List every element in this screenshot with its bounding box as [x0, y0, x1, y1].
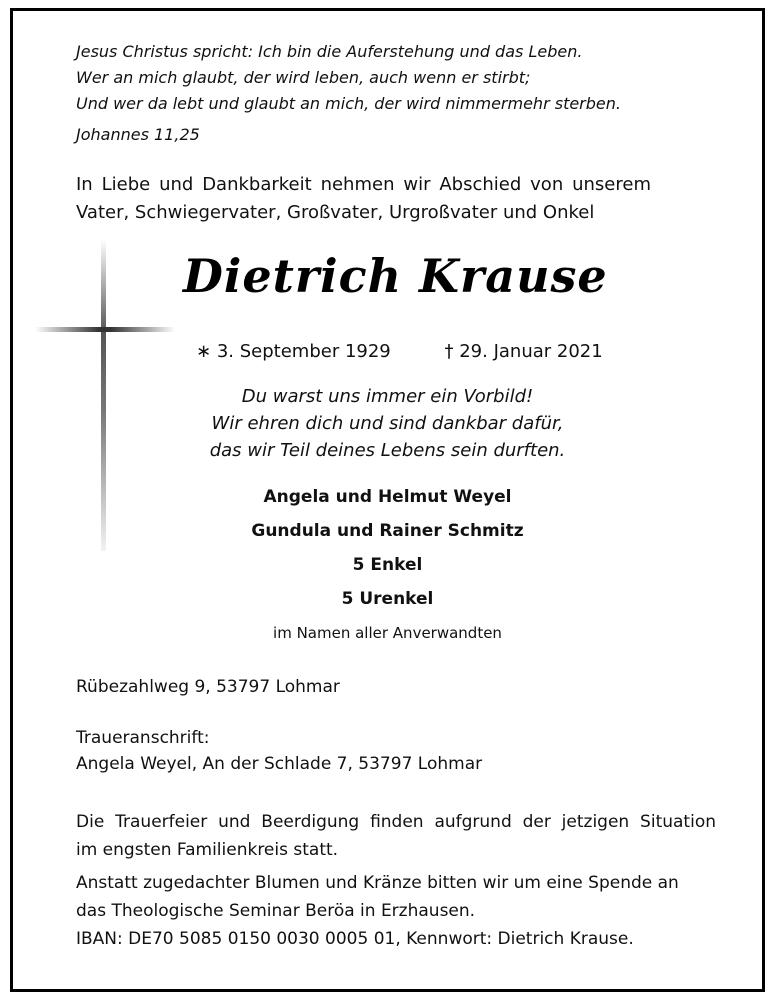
- mourner: 5 Enkel: [352, 555, 423, 575]
- obituary-card: [10, 8, 765, 992]
- donation-line: Anstatt zugedachter Blumen und Kränze bitten wir um eine Spende an: [76, 873, 679, 893]
- mourners-list: [13, 485, 762, 655]
- funeral-note-line: Die Trauerfeier und Beerdigung finden aufgrund der jetzigen Situation: [76, 812, 716, 832]
- verse-line: Jesus Christus spricht: Ich bin die Auferstehung und das Leben.: [76, 42, 583, 61]
- death-date: 29. Januar 2021: [459, 341, 603, 362]
- funeral-note: [76, 808, 716, 864]
- bible-verse: [76, 39, 621, 117]
- life-dates: [196, 341, 603, 362]
- intro-text: [76, 171, 651, 227]
- death-symbol: †: [444, 341, 454, 362]
- mourning-address: [76, 725, 482, 777]
- donation-request: [76, 869, 679, 953]
- mourner: Angela und Helmut Weyel: [263, 487, 512, 507]
- mourner: 5 Urenkel: [341, 589, 434, 609]
- birth-symbol: ∗: [196, 341, 212, 362]
- poem-line: Du warst uns immer ein Vorbild!: [241, 386, 534, 407]
- poem-line: Wir ehren dich und sind dankbar dafür,: [211, 413, 564, 434]
- verse-line: Und wer da lebt und glaubt an mich, der wird nimmermehr sterben.: [76, 94, 621, 113]
- mourning-address-label: Traueranschrift:: [76, 728, 210, 748]
- home-address: Rübezahlweg 9, 53797 Lohmar: [76, 677, 340, 697]
- deceased-name: Dietrich Krause: [183, 249, 608, 303]
- mourning-address-value: Angela Weyel, An der Schlade 7, 53797 Lohmar: [76, 754, 483, 774]
- funeral-note-line: im engsten Familienkreis statt.: [76, 840, 339, 860]
- verse-line: Wer an mich glaubt, der wird leben, auch wenn er stirbt;: [76, 68, 531, 87]
- memorial-poem: [13, 383, 762, 464]
- verse-reference: Johannes 11,25: [76, 125, 200, 144]
- poem-line: das wir Teil deines Lebens sein durften.: [209, 440, 566, 461]
- mourners-note: im Namen aller Anverwandten: [273, 624, 502, 642]
- mourner: Gundula und Rainer Schmitz: [251, 521, 524, 541]
- donation-iban: IBAN: DE70 5085 0150 0030 0005 01, Kennwort: Dietrich Krause.: [76, 929, 634, 949]
- intro-line: In Liebe und Dankbarkeit nehmen wir Abschied von unserem: [76, 174, 651, 195]
- donation-line: das Theologische Seminar Beröa in Erzhausen.: [76, 901, 476, 921]
- birth-date: 3. September 1929: [216, 341, 391, 362]
- intro-line: Vater, Schwiegervater, Großvater, Urgroßvater und Onkel: [76, 202, 595, 223]
